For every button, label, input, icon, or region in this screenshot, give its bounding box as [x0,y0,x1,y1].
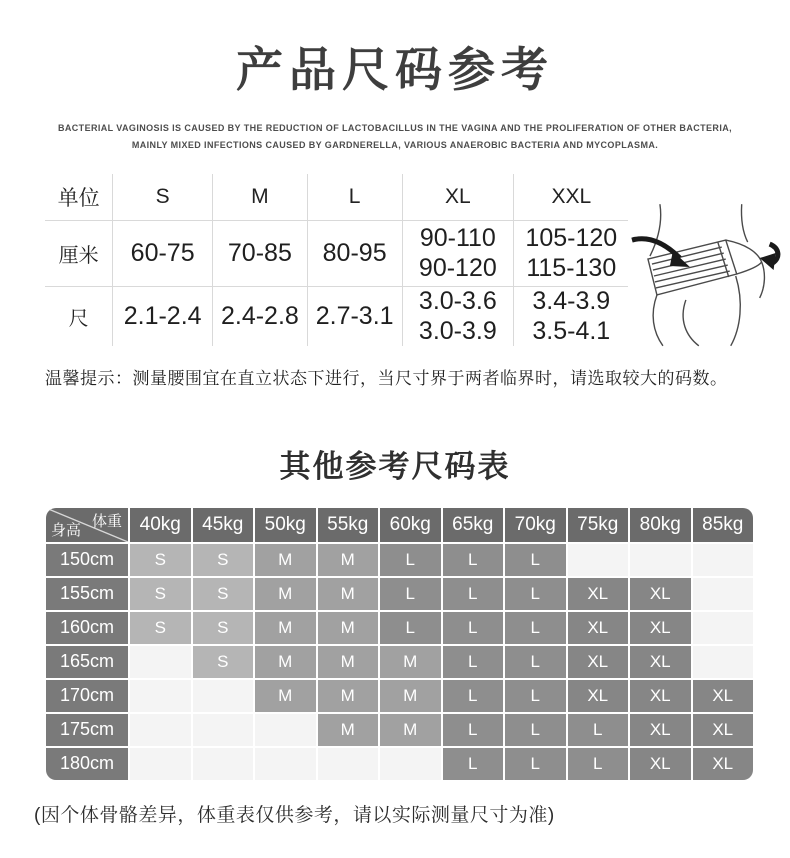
size-cell-empty [380,748,441,780]
height-label: 160cm [46,612,128,644]
size-cell: M [255,578,316,610]
size-table-header: M [213,174,308,221]
size-cell: L [380,544,441,576]
weight-header: 60kg [380,508,441,542]
size-table-value-line: 2.4-2.8 [220,301,299,330]
size-cell: XL [630,578,691,610]
size-table-value [113,287,213,347]
size-table-value-line: 70-85 [227,238,292,267]
subtitle-line-1: BACTERIAL VAGINOSIS IS CAUSED BY THE REDUCTION OF LACTOBACILLUS IN THE VAGINA AND THE PROLIFERATION OF OTHER BACTERIA, [57,122,733,133]
hip-right-line [760,262,765,298]
hip-left-line [654,295,664,346]
weight-header: 50kg [255,508,316,542]
weight-header: 45kg [193,508,254,542]
size-cell: L [443,714,504,746]
size-table-row-label: 尺 [45,287,113,347]
size-table-value [213,287,308,347]
size-cell-empty [130,748,191,780]
height-label: 155cm [46,578,128,610]
size-table-header-row [45,174,628,221]
weight-header: 80kg [630,508,691,542]
size-cell: M [380,714,441,746]
size-cell-empty [693,646,754,678]
size-cell: S [193,646,254,678]
corner-label-weight: 体重 [91,512,122,530]
size-cell: XL [568,612,629,644]
size-cell: L [380,578,441,610]
size-cell: L [443,646,504,678]
size-cell-empty [130,680,191,712]
size-cell-empty [693,578,754,610]
torso-right-line [742,204,748,242]
corner-label-height: 身高 [51,521,82,539]
size-table-value-line: 105-120 [525,224,618,253]
torso-left-line [650,204,661,256]
size-table-value [514,287,629,347]
size-table-value-line: 3.5-4.1 [532,316,611,345]
size-cell: S [130,544,191,576]
size-table-value-line: 3.4-3.9 [532,287,611,316]
size-cell: XL [630,646,691,678]
weight-header: 40kg [130,508,191,542]
size-table-value-line: 2.7-3.1 [315,301,394,330]
subtitle-line-2: MAINLY MIXED INFECTIONS CAUSED BY GARDNERELLA, VARIOUS ANAEROBIC BACTERIA AND MYCOPLASMA. [131,139,659,150]
waist-support-illustration [630,202,790,350]
size-table-value-line: 3.0-3.6 [418,287,497,316]
size-cell: L [443,748,504,780]
corner-cell [46,508,128,542]
size-cell: XL [630,680,691,712]
size-cell: XL [630,748,691,780]
size-cell-empty [630,544,691,576]
size-cell: S [193,612,254,644]
belt-right-bottom [737,262,762,274]
page-subtitle [0,120,790,154]
weight-header: 75kg [568,508,629,542]
size-cell-empty [255,748,316,780]
size-table-value [307,287,402,347]
size-table-value-line: 80-95 [322,238,387,267]
size-cell-empty [193,714,254,746]
measurement-tip: 温馨提示：测量腰围宜在直立状态下进行，当尺寸界于两者临界时，请选取较大的码数。 [45,368,728,388]
size-cell: XL [568,578,629,610]
size-cell-empty [693,612,754,644]
size-cell: M [255,612,316,644]
size-cell: XL [693,680,754,712]
size-cell: M [318,544,379,576]
size-cell-empty [318,748,379,780]
size-cell: L [505,578,566,610]
height-label: 180cm [46,748,128,780]
height-label: 165cm [46,646,128,678]
size-cell: M [318,714,379,746]
size-cell: M [318,646,379,678]
size-cell: L [505,714,566,746]
size-cell: M [380,680,441,712]
size-cell: M [318,612,379,644]
size-cell: M [255,544,316,576]
size-table-value [402,287,514,347]
size-table-row [45,287,628,347]
size-cell: M [318,578,379,610]
size-cell: M [255,646,316,678]
size-cell-empty [255,714,316,746]
size-cell: M [318,680,379,712]
size-cell: XL [630,612,691,644]
size-table-value-line: 90-110 [419,224,496,253]
weight-header: 85kg [693,508,754,542]
size-cell: L [505,544,566,576]
size-table-value [113,221,213,287]
size-table-value [307,221,402,287]
size-cell: L [505,748,566,780]
size-cell: S [130,612,191,644]
size-cell: XL [693,714,754,746]
size-table-value-line: 60-75 [130,238,195,267]
secondary-table-title: 其他参考尺码表 [279,448,511,484]
belt-buckle-divider [718,242,729,277]
size-cell-empty [693,544,754,576]
page-title: 产品尺码参考 [236,43,554,96]
height-label: 150cm [46,544,128,576]
size-table-row-label: 厘米 [45,221,113,287]
height-label: 170cm [46,680,128,712]
size-table-value-line: 3.0-3.9 [418,316,497,345]
weight-header: 55kg [318,508,379,542]
size-table-header: 单位 [57,186,100,210]
size-reference-section [45,174,790,350]
leg-inner-line [684,300,700,346]
size-cell-empty [130,646,191,678]
size-cell: L [443,578,504,610]
size-table-header: XL [402,174,514,221]
size-cell: L [505,680,566,712]
size-cell: XL [630,714,691,746]
size-cell: L [505,612,566,644]
size-cell: S [193,578,254,610]
size-table-value-line: 90-120 [418,253,497,282]
weight-height-table [46,508,753,780]
size-table-value-line: 2.1-2.4 [123,301,202,330]
size-cell: M [255,680,316,712]
size-table-value-line: 115-130 [526,253,617,282]
size-table [45,174,628,347]
weight-header: 65kg [443,508,504,542]
size-table-value [514,221,629,287]
leg-right-line [731,276,741,346]
size-cell: S [130,578,191,610]
size-cell-empty [130,714,191,746]
size-cell: S [193,544,254,576]
height-label: 175cm [46,714,128,746]
size-cell-empty [568,544,629,576]
size-cell-empty [193,680,254,712]
table-footnote: (因个体骨骼差异，体重表仅供参考，请以实际测量尺寸为准) [34,804,555,826]
size-table-header: L [307,174,402,221]
size-cell: L [505,646,566,678]
weight-header: 70kg [505,508,566,542]
size-table-header: S [113,174,213,221]
size-table-header: XXL [514,174,629,221]
size-cell: L [380,612,441,644]
size-table-value [402,221,514,287]
size-cell: L [568,748,629,780]
size-cell: L [443,612,504,644]
size-cell: XL [568,680,629,712]
size-table-row [45,221,628,287]
size-cell: M [380,646,441,678]
size-cell: XL [693,748,754,780]
size-table-body [45,174,628,347]
size-cell: L [443,544,504,576]
size-cell-empty [193,748,254,780]
size-cell: L [568,714,629,746]
size-cell: L [443,680,504,712]
size-cell: XL [568,646,629,678]
size-table-value [213,221,308,287]
